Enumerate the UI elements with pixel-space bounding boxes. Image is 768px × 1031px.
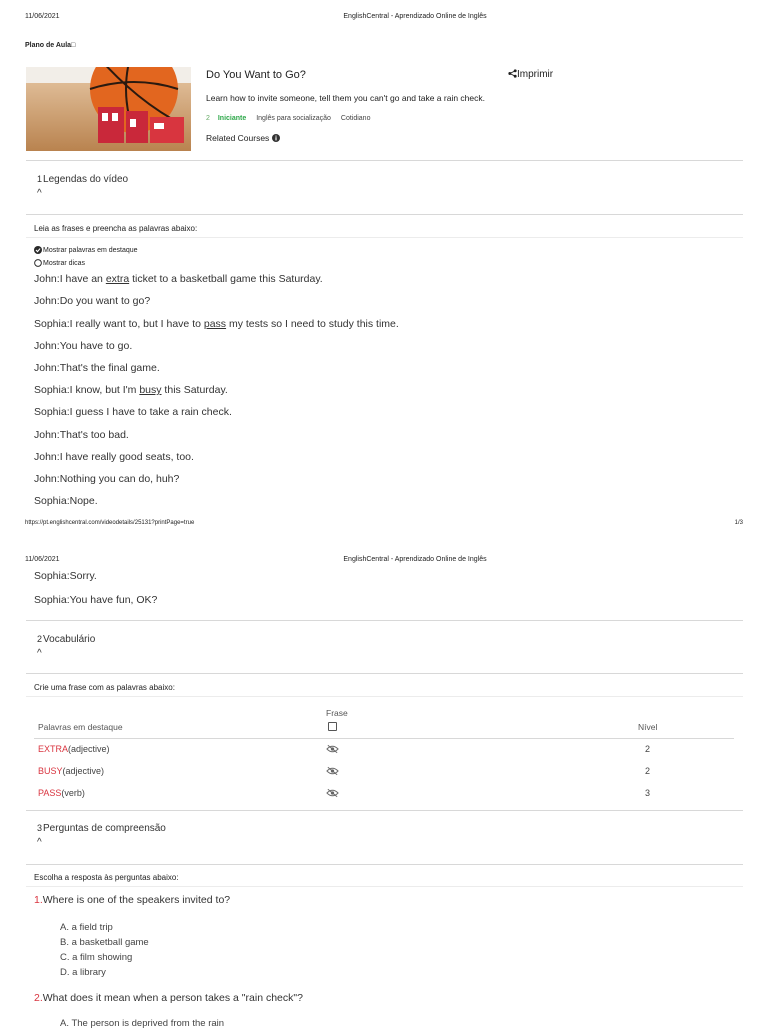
print-page-title: EnglishCentral - Aprendizado Online de Inglês <box>343 556 487 563</box>
divider <box>26 864 743 865</box>
dialog-line: Sophia:Sorry. <box>34 570 97 582</box>
eye-off-icon[interactable] <box>326 766 339 778</box>
answer-option[interactable]: B. a basketball game <box>60 937 149 948</box>
divider <box>26 810 743 811</box>
divider <box>26 160 743 161</box>
dialog-line: John:I have an extra ticket to a basketball game this Saturday. <box>34 273 323 285</box>
divider <box>26 886 743 887</box>
divider <box>34 738 734 739</box>
divider <box>26 673 743 674</box>
highlighted-word[interactable]: extra <box>105 273 130 285</box>
dialog-line: John:I have really good seats, too. <box>34 451 194 463</box>
print-date: 11/06/2021 <box>25 13 60 20</box>
word-level: 2 <box>645 744 651 754</box>
level-number: 2 <box>206 115 210 122</box>
word-level: 3 <box>645 788 651 798</box>
option-show-highlighted[interactable]: Mostrar palavras em destaque <box>34 246 138 254</box>
dialog-line: John:That's too bad. <box>34 429 129 441</box>
print-date: 11/06/2021 <box>25 556 60 563</box>
answer-option[interactable]: C. a film showing <box>60 952 133 963</box>
section-instruction: Escolha a resposta às perguntas abaixo: <box>34 873 179 882</box>
chevron-up-icon[interactable]: ^ <box>37 648 42 659</box>
lesson-plan-label: Plano de Aula□ <box>25 42 76 49</box>
course-title: Do You Want to Go? <box>206 69 306 81</box>
answer-option[interactable]: A. The person is deprived from the rain <box>60 1018 225 1029</box>
divider <box>26 237 743 238</box>
course-thumbnail[interactable] <box>26 67 191 151</box>
dialog-line: John:That's the final game. <box>34 362 160 374</box>
external-link-icon: □ <box>71 42 76 49</box>
tag-everyday[interactable]: Cotidiano <box>340 115 371 122</box>
share-icon <box>508 69 517 78</box>
section-instruction: Leia as frases e preencha as palavras abaixo: <box>34 224 198 233</box>
answer-option[interactable]: A. a field trip <box>60 922 113 933</box>
table-row[interactable]: PASS(verb) <box>38 788 85 798</box>
section-vocabulary-title: 2Vocabulário <box>37 634 96 645</box>
dialog-line: Sophia:I know, but I'm busy this Saturday. <box>34 384 228 396</box>
word-level: 2 <box>645 766 651 776</box>
table-row[interactable]: EXTRA(adjective) <box>38 744 110 754</box>
section-comprehension-title: 3Perguntas de compreensão <box>37 823 166 834</box>
question: 1.Where is one of the speakers invited to? <box>34 894 231 906</box>
question: 2.What does it mean when a person takes a "rain check"? <box>34 992 303 1004</box>
dialog-line: Sophia:You have fun, OK? <box>34 594 158 606</box>
col-word-header: Palavras em destaque <box>38 722 123 732</box>
footer-page-number: 1/3 <box>734 520 743 526</box>
radio-empty-icon <box>34 259 42 267</box>
dialog-line: John:Do you want to go? <box>34 295 151 307</box>
print-page-title: EnglishCentral - Aprendizado Online de Inglês <box>343 13 487 20</box>
eye-off-icon[interactable] <box>326 788 339 800</box>
highlighted-word[interactable]: busy <box>139 384 162 396</box>
related-courses[interactable]: Related Courses <box>206 133 280 143</box>
footer-url[interactable]: https://pt.englishcentral.com/videodetails/25131?printPage=true <box>25 520 195 526</box>
divider <box>26 696 743 697</box>
option-show-hints[interactable]: Mostrar dicas <box>34 259 85 267</box>
section-subtitles-title: 1Legendas do vídeo <box>37 174 129 185</box>
check-circle-icon <box>34 246 42 254</box>
course-description: Learn how to invite someone, tell them you can't go and take a rain check. <box>206 93 485 103</box>
col-phrase-header: Frase <box>326 708 348 718</box>
divider <box>26 620 743 621</box>
answer-option[interactable]: D. a library <box>60 967 106 978</box>
highlighted-word[interactable]: pass <box>203 318 227 330</box>
dialog-line: Sophia:I really want to, but I have to pass my tests so I need to study this time. <box>34 318 399 330</box>
phrase-checkbox[interactable] <box>328 722 337 731</box>
dialog-line: Sophia:I guess I have to take a rain check. <box>34 406 232 418</box>
print-button[interactable]: Imprimir <box>508 69 553 80</box>
dialog-line: John:Nothing you can do, huh? <box>34 473 180 485</box>
section-instruction: Crie uma frase com as palavras abaixo: <box>34 683 175 692</box>
dialog-line: Sophia:Nope. <box>34 495 98 507</box>
chevron-up-icon[interactable]: ^ <box>37 837 42 848</box>
dialog-line: John:You have to go. <box>34 340 133 352</box>
level-badge[interactable]: Iniciante <box>217 115 247 122</box>
col-level-header: Nível <box>638 722 658 732</box>
info-icon <box>272 134 280 142</box>
eye-off-icon[interactable] <box>326 744 339 756</box>
tag-socialization[interactable]: Inglês para socialização <box>256 115 331 122</box>
chevron-up-icon[interactable]: ^ <box>37 188 42 199</box>
answer-list <box>60 920 149 980</box>
table-row[interactable]: BUSY(adjective) <box>38 766 105 776</box>
course-meta <box>206 115 378 122</box>
divider <box>26 214 743 215</box>
